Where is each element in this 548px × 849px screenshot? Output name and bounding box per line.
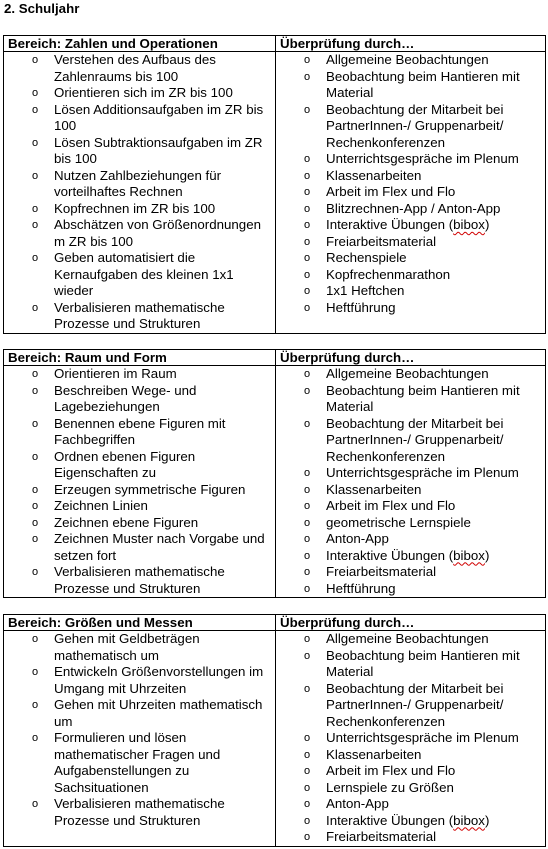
list-item bbox=[276, 383, 545, 416]
circle-bullet-icon: o bbox=[32, 169, 39, 182]
list-item bbox=[4, 730, 275, 796]
spellcheck-underline: bibox bbox=[453, 217, 485, 232]
circle-bullet-icon: o bbox=[32, 699, 39, 711]
list-item bbox=[4, 366, 275, 383]
circle-bullet-icon: o bbox=[304, 483, 311, 496]
circle-bullet-icon: o bbox=[304, 781, 311, 794]
list-item-text: Unterrichtsgespräche im Plenum bbox=[326, 151, 519, 166]
circle-bullet-icon: o bbox=[304, 384, 311, 397]
list-item bbox=[4, 300, 275, 333]
list-item-text: Nutzen Zahlbeziehungen für vorteilhaftes Rechnen bbox=[54, 167, 222, 199]
circle-bullet-icon: o bbox=[304, 219, 311, 231]
section-table-groessen bbox=[3, 614, 546, 847]
circle-bullet-icon: o bbox=[32, 516, 39, 529]
list-item bbox=[276, 813, 545, 830]
assessment-list bbox=[276, 366, 545, 597]
circle-bullet-icon: o bbox=[304, 301, 311, 314]
list-item bbox=[4, 531, 275, 564]
list-item-text: Zeichnen Muster nach Vorgabe und setzen fort bbox=[54, 531, 265, 563]
circle-bullet-icon: o bbox=[304, 748, 311, 761]
page-heading: 2. Schuljahr bbox=[4, 1, 80, 16]
list-item bbox=[4, 697, 275, 730]
list-item bbox=[276, 366, 545, 383]
circle-bullet-icon: o bbox=[32, 384, 39, 397]
spellcheck-underline: bibox bbox=[453, 547, 485, 563]
circle-bullet-icon: o bbox=[304, 831, 311, 843]
list-item bbox=[276, 234, 545, 251]
circle-bullet-icon: o bbox=[304, 54, 311, 66]
list-item bbox=[4, 383, 275, 416]
list-item-text: Klassenarbeiten bbox=[326, 167, 422, 183]
competency-list bbox=[4, 52, 275, 333]
circle-bullet-icon: o bbox=[32, 202, 39, 215]
list-item-text: Anton-App bbox=[326, 796, 389, 811]
list-item bbox=[4, 250, 275, 300]
list-item-text: Kopfrechnen im ZR bis 100 bbox=[54, 200, 216, 216]
list-item-text: 1x1 Heftchen bbox=[326, 283, 405, 298]
circle-bullet-icon: o bbox=[304, 549, 311, 562]
list-item-text: Beobachtung beim Hantieren mit Material bbox=[326, 382, 520, 414]
list-item-text: Allgemeine Beobachtungen bbox=[326, 52, 489, 67]
list-item bbox=[276, 482, 545, 499]
circle-bullet-icon: o bbox=[304, 235, 311, 248]
list-item bbox=[276, 217, 545, 234]
circle-bullet-icon: o bbox=[304, 467, 311, 479]
circle-bullet-icon: o bbox=[304, 169, 311, 182]
list-item bbox=[4, 201, 275, 218]
circle-bullet-icon: o bbox=[304, 153, 311, 165]
list-item bbox=[4, 631, 275, 664]
list-item-text: Beschreiben Wege- und Lagebeziehungen bbox=[54, 382, 197, 414]
list-item-text: Arbeit im Flex und Flo bbox=[326, 184, 456, 199]
competency-cell bbox=[4, 631, 276, 847]
list-item-text: Lernspiele zu Größen bbox=[326, 779, 454, 795]
circle-bullet-icon: o bbox=[304, 103, 311, 116]
list-item-text: Beobachtung der Mitarbeit bei PartnerInnen-/ Gruppenarbeit/ Rechenkonferenzen bbox=[326, 101, 504, 150]
circle-bullet-icon: o bbox=[304, 633, 311, 645]
list-item-text: Verbalisieren mathematische Prozesse und Strukturen bbox=[54, 564, 225, 596]
list-item-text: Interaktive Übungen (bibox) bbox=[326, 812, 490, 828]
section-right-header: Überprüfung durch… bbox=[276, 615, 546, 631]
list-item bbox=[4, 664, 275, 697]
list-item-text: Gehen mit Uhrzeiten mathematisch um bbox=[54, 697, 263, 729]
list-item-text: Rechenspiele bbox=[326, 250, 407, 265]
list-item-text: Orientieren im Raum bbox=[54, 366, 177, 381]
list-item-text: Interaktive Übungen (bibox) bbox=[326, 217, 490, 232]
section-right-header: Überprüfung durch… bbox=[276, 36, 546, 52]
list-item-text: Interaktive Übungen (bibox) bbox=[326, 547, 490, 563]
list-item bbox=[4, 168, 275, 201]
circle-bullet-icon: o bbox=[32, 500, 39, 512]
list-item-text: Beobachtung der Mitarbeit bei PartnerInnen-/ Gruppenarbeit/ Rechenkonferenzen bbox=[326, 680, 504, 729]
assessment-list bbox=[276, 631, 545, 846]
list-item-text: Benennen ebene Figuren mit Fachbegriffen bbox=[54, 415, 226, 447]
list-item bbox=[276, 168, 545, 185]
list-item bbox=[276, 52, 545, 69]
competency-list bbox=[4, 366, 275, 597]
list-item-text: Anton-App bbox=[326, 531, 389, 546]
circle-bullet-icon: o bbox=[32, 417, 39, 430]
list-item-text: Blitzrechnen-App / Anton-App bbox=[326, 200, 501, 216]
assessment-cell bbox=[276, 366, 546, 598]
list-item bbox=[276, 631, 545, 648]
list-item-text: Lösen Subtraktionsaufgaben im ZR bis 100 bbox=[54, 134, 263, 166]
list-item-text: Orientieren sich im ZR bis 100 bbox=[54, 85, 233, 100]
circle-bullet-icon: o bbox=[32, 136, 39, 149]
list-item-text: Entwickeln Größenvorstellungen im Umgang mit Uhrzeiten bbox=[54, 664, 264, 696]
list-item-text: Freiarbeitsmaterial bbox=[326, 564, 437, 579]
list-item-text: Beobachtung beim Hantieren mit Material bbox=[326, 68, 520, 100]
list-item-text: Formulieren und lösen mathematischer Fragen und Aufgabenstellungen zu Sachsituationen bbox=[54, 730, 221, 795]
list-item bbox=[276, 201, 545, 218]
circle-bullet-icon: o bbox=[32, 87, 39, 99]
list-item-text: Erzeugen symmetrische Figuren bbox=[54, 481, 246, 497]
section-left-header: Bereich: Größen und Messen bbox=[4, 615, 276, 631]
list-item bbox=[4, 135, 275, 168]
assessment-cell bbox=[276, 631, 546, 847]
circle-bullet-icon: o bbox=[304, 368, 311, 380]
circle-bullet-icon: o bbox=[32, 450, 39, 463]
list-item bbox=[276, 184, 545, 201]
circle-bullet-icon: o bbox=[32, 103, 39, 116]
section-right-header: Überprüfung durch… bbox=[276, 350, 546, 366]
list-item-text: Heftführung bbox=[326, 299, 396, 315]
list-item bbox=[4, 102, 275, 135]
section-left-header: Bereich: Zahlen und Operationen bbox=[4, 36, 276, 52]
list-item-text: Beobachtung der Mitarbeit bei PartnerInnen-/ Gruppenarbeit/ Rechenkonferenzen bbox=[326, 415, 504, 464]
list-item-text: Verbalisieren mathematische Prozesse und Strukturen bbox=[54, 796, 225, 828]
circle-bullet-icon: o bbox=[304, 268, 311, 281]
list-item bbox=[276, 796, 545, 813]
circle-bullet-icon: o bbox=[32, 219, 39, 231]
list-item bbox=[276, 763, 545, 780]
list-item-text: Unterrichtsgespräche im Plenum bbox=[326, 730, 519, 745]
list-item bbox=[276, 250, 545, 267]
circle-bullet-icon: o bbox=[304, 566, 311, 578]
circle-bullet-icon: o bbox=[304, 252, 311, 264]
list-item-text: Heftführung bbox=[326, 580, 396, 596]
section-left-header: Bereich: Raum und Form bbox=[4, 350, 276, 366]
spellcheck-underline: bibox bbox=[453, 812, 485, 828]
list-item-text: Ordnen ebenen Figuren Eigenschaften zu bbox=[54, 448, 196, 480]
list-item bbox=[4, 217, 275, 250]
list-item bbox=[4, 85, 275, 102]
list-item bbox=[276, 151, 545, 168]
section-table-zahlen bbox=[3, 35, 546, 334]
circle-bullet-icon: o bbox=[304, 814, 311, 827]
list-item bbox=[276, 564, 545, 581]
circle-bullet-icon: o bbox=[304, 202, 311, 215]
circle-bullet-icon: o bbox=[304, 582, 311, 595]
list-item-text: Klassenarbeiten bbox=[326, 481, 422, 497]
list-item bbox=[276, 681, 545, 731]
circle-bullet-icon: o bbox=[32, 566, 39, 578]
list-item bbox=[276, 747, 545, 764]
list-item-text: Freiarbeitsmaterial bbox=[326, 829, 437, 844]
list-item-text: Geben automatisiert die Kernaufgaben des kleinen 1x1 wieder bbox=[54, 250, 234, 298]
list-item bbox=[4, 564, 275, 597]
competency-cell bbox=[4, 366, 276, 598]
list-item-text: Gehen mit Geldbeträgen mathematisch um bbox=[54, 631, 200, 663]
list-item-text: Unterrichtsgespräche im Plenum bbox=[326, 465, 519, 480]
list-item-text: Abschätzen von Größenordnungen m ZR bis 100 bbox=[54, 217, 261, 249]
list-item-text: Verbalisieren mathematische Prozesse und Strukturen bbox=[54, 299, 225, 331]
circle-bullet-icon: o bbox=[304, 186, 311, 198]
circle-bullet-icon: o bbox=[304, 765, 311, 777]
list-item-text: Lösen Additionsaufgaben im ZR bis 100 bbox=[54, 101, 264, 133]
circle-bullet-icon: o bbox=[32, 54, 39, 66]
circle-bullet-icon: o bbox=[32, 798, 39, 810]
circle-bullet-icon: o bbox=[304, 533, 311, 545]
circle-bullet-icon: o bbox=[32, 483, 39, 496]
list-item bbox=[276, 267, 545, 284]
circle-bullet-icon: o bbox=[304, 500, 311, 512]
circle-bullet-icon: o bbox=[32, 633, 39, 645]
list-item-text: Klassenarbeiten bbox=[326, 746, 422, 762]
list-item bbox=[4, 796, 275, 829]
list-item bbox=[276, 730, 545, 747]
circle-bullet-icon: o bbox=[32, 533, 39, 545]
circle-bullet-icon: o bbox=[304, 649, 311, 662]
list-item bbox=[276, 780, 545, 797]
list-item bbox=[4, 52, 275, 85]
list-item bbox=[276, 531, 545, 548]
list-item bbox=[4, 416, 275, 449]
list-item bbox=[276, 300, 545, 317]
list-item-text: Allgemeine Beobachtungen bbox=[326, 631, 489, 646]
list-item-text: Beobachtung beim Hantieren mit Material bbox=[326, 647, 520, 679]
circle-bullet-icon: o bbox=[32, 368, 39, 380]
circle-bullet-icon: o bbox=[304, 798, 311, 810]
competency-cell bbox=[4, 52, 276, 334]
list-item bbox=[276, 648, 545, 681]
circle-bullet-icon: o bbox=[304, 682, 311, 695]
list-item bbox=[276, 515, 545, 532]
list-item bbox=[276, 465, 545, 482]
list-item bbox=[276, 416, 545, 466]
assessment-cell bbox=[276, 52, 546, 334]
circle-bullet-icon: o bbox=[304, 732, 311, 744]
list-item bbox=[4, 482, 275, 499]
circle-bullet-icon: o bbox=[32, 732, 39, 744]
list-item bbox=[276, 102, 545, 152]
list-item bbox=[276, 69, 545, 102]
circle-bullet-icon: o bbox=[32, 252, 39, 264]
circle-bullet-icon: o bbox=[32, 301, 39, 314]
circle-bullet-icon: o bbox=[304, 285, 311, 297]
list-item bbox=[4, 449, 275, 482]
circle-bullet-icon: o bbox=[32, 666, 39, 678]
list-item bbox=[276, 581, 545, 598]
list-item bbox=[4, 498, 275, 515]
assessment-list bbox=[276, 52, 545, 316]
list-item-text: geometrische Lernspiele bbox=[326, 514, 471, 530]
competency-list bbox=[4, 631, 275, 829]
list-item bbox=[276, 548, 545, 565]
section-table-raum bbox=[3, 349, 546, 598]
list-item bbox=[276, 283, 545, 300]
list-item-text: Arbeit im Flex und Flo bbox=[326, 498, 456, 513]
circle-bullet-icon: o bbox=[304, 516, 311, 529]
list-item-text: Zeichnen Linien bbox=[54, 498, 148, 513]
circle-bullet-icon: o bbox=[304, 70, 311, 83]
circle-bullet-icon: o bbox=[304, 417, 311, 430]
list-item bbox=[276, 498, 545, 515]
list-item-text: Arbeit im Flex und Flo bbox=[326, 763, 456, 778]
list-item-text: Allgemeine Beobachtungen bbox=[326, 366, 489, 381]
list-item bbox=[4, 515, 275, 532]
list-item-text: Zeichnen ebene Figuren bbox=[54, 514, 199, 530]
list-item-text: Freiarbeitsmaterial bbox=[326, 233, 437, 249]
list-item-text: Kopfrechenmarathon bbox=[326, 266, 451, 282]
list-item-text: Verstehen des Aufbaus des Zahlenraums bis 100 bbox=[54, 52, 216, 84]
list-item bbox=[276, 829, 545, 846]
